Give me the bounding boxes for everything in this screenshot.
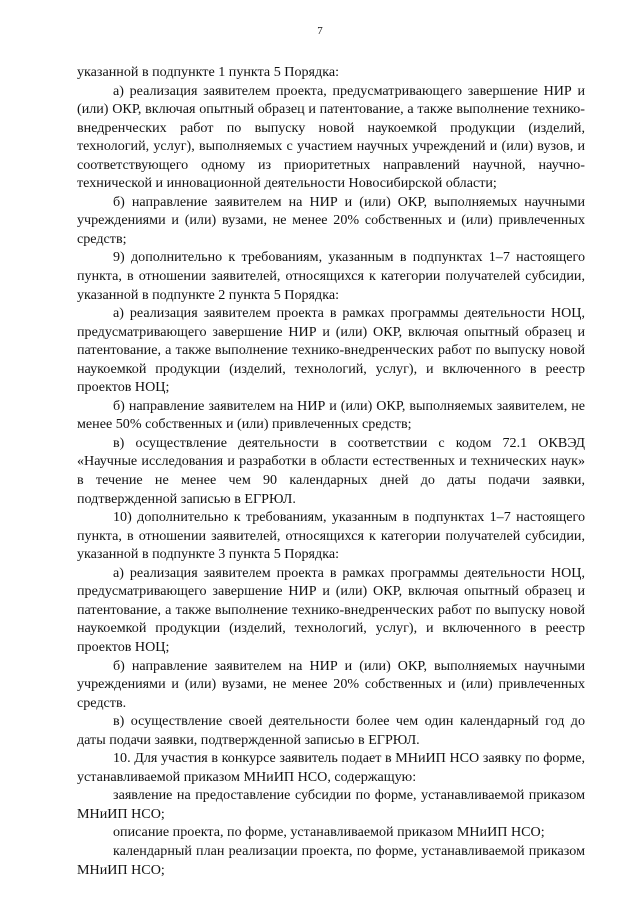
paragraph-item-10: 10) дополнительно к требованиям, указанным в подпунктах 1–7 настоящего пункта, в отношении заявителей, относящихся к категории получателей субсидии, указанной в подпункте 3 пункта 5 Порядка: (77, 509, 585, 563)
paragraph-section-10: 10. Для участия в конкурсе заявитель подает в МНиИП НСО заявку по форме, устанавливаемой приказом МНиИП НСО, содержащую: (77, 750, 585, 785)
paragraph-8a: а) реализация заявителем проекта, предусматривающего завершение НИР и (или) ОКР, включая опытный образец и патентование, а также выполнение технико-внедренческих работ по выпуску новой наукоемкой продукции (изделий, технологий, услуг), выполняемых с участием научных учреждений и (или) вузов, и соответствующего одному из приоритетных направлений научной, научно-технической и инновационной деятельности Новосибирской области; (77, 82, 585, 192)
paragraph-10b: б) направление заявителем на НИР и (или) ОКР, выполняемых научными учреждениями и (или) вузами, не менее 20% собственных и (или) привлеченных средств. (77, 657, 585, 711)
document-body (77, 63, 585, 879)
paragraph-project-description: описание проекта, по форме, устанавливаемой приказом МНиИП НСО; (113, 824, 545, 841)
paragraph-item-9: 9) дополнительно к требованиям, указанным в подпунктах 1–7 настоящего пункта, в отношении заявителей, относящихся к категории получателей субсидии, указанной в подпункте 2 пункта 5 Порядка: (77, 249, 585, 303)
paragraph-9c: в) осуществление деятельности в соответствии с кодом 72.1 ОКВЭД «Научные исследования и разработки в области естественных и технических наук» в течение не менее чем 90 календарных дней до даты подачи заявки, подтвержденной записью в ЕГРЮЛ. (77, 434, 585, 507)
paragraph-8b: б) направление заявителем на НИР и (или) ОКР, выполняемых научными учреждениями и (или) вузами, не менее 20% собственных и (или) привлеченных средств; (77, 193, 585, 247)
paragraph-calendar-plan: календарный план реализации проекта, по форме, устанавливаемой приказом МНиИП НСО; (77, 842, 585, 878)
paragraph-10c: в) осуществление своей деятельности более чем один календарный год до даты подачи заявки, подтвержденной записью в ЕГРЮЛ. (77, 713, 585, 748)
paragraph-9b: б) направление заявителем на НИР и (или) ОКР, выполняемых заявителем, не менее 50% собственных и (или) привлеченных средств; (77, 397, 585, 433)
paragraph-application-statement: заявление на предоставление субсидии по форме, устанавливаемой приказом МНиИП НСО; (77, 787, 585, 822)
paragraph-continuation: указанной в подпункте 1 пункта 5 Порядка: (77, 64, 339, 80)
page-number: 7 (317, 25, 323, 37)
paragraph-9a: а) реализация заявителем проекта в рамках программы деятельности НОЦ, предусматривающего завершение НИР и (или) ОКР, включая опытный образец и патентование, а также выполнение технико-внедренческих работ по выпуску новой наукоемкой продукции (изделий, технологий, услуг), и включенного в реестр проектов НОЦ; (77, 305, 585, 396)
paragraph-10a: а) реализация заявителем проекта в рамках программы деятельности НОЦ, предусматривающего завершение НИР и (или) ОКР, включая опытный образец и патентование, а также выполнение технико-внедренческих работ по выпуску новой наукоемкой продукции (изделий, технологий, услуг), и включенного в реестр проектов НОЦ; (77, 564, 585, 655)
